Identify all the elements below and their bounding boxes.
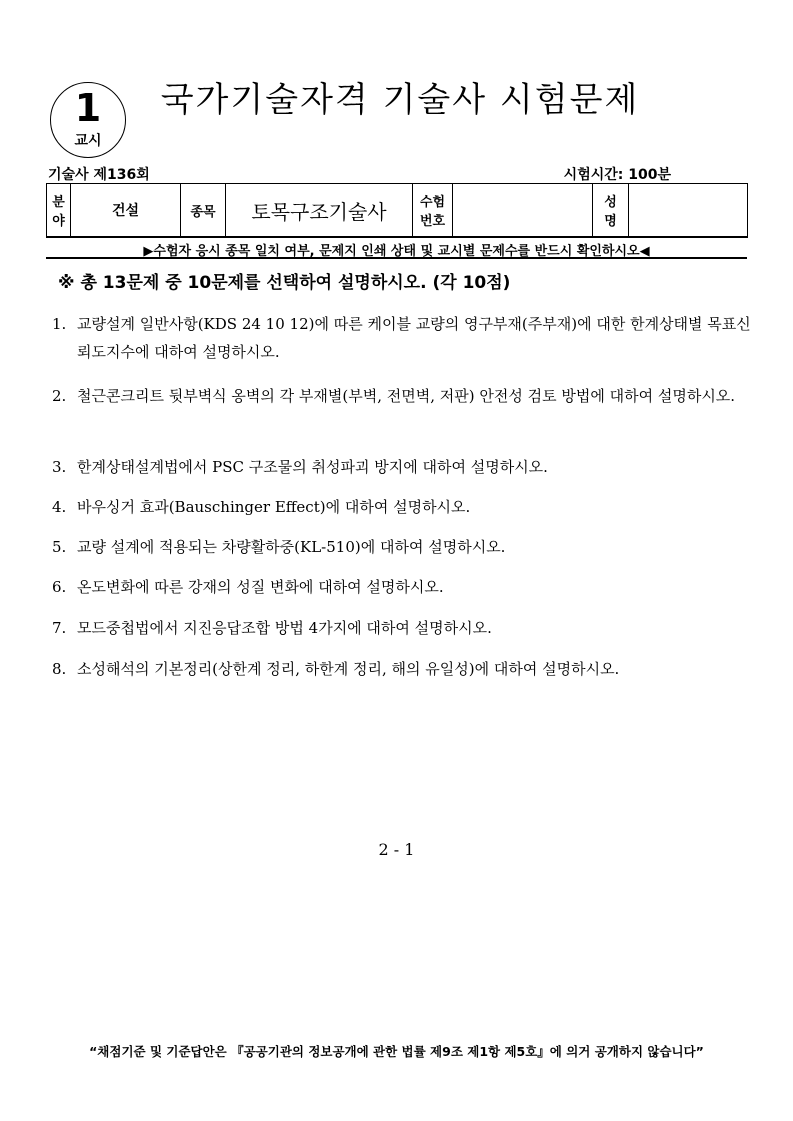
- question-text: 모드중첩법에서 지진응답조합 방법 4가지에 대하여 설명하시오.: [77, 619, 492, 637]
- exam-no-label: 수험 번호: [413, 184, 453, 238]
- question-number: 2.: [52, 387, 67, 405]
- question-text: 교량 설계에 적용되는 차량활하중(KL-510)에 대하여 설명하시오.: [77, 538, 506, 556]
- question-number: 3.: [52, 458, 67, 476]
- question-text: 소성해석의 기본정리(상한계 정리, 하한계 정리, 해의 유일성)에 대하여 설명하시오.: [77, 660, 620, 678]
- question-text: 철근콘크리트 뒷부벽식 옹벽의 각 부재별(부벽, 전면벽, 저판) 안전성 검토 방법에 대하여 설명하시오.: [77, 387, 736, 405]
- question-text: 교량설계 일반사항(KDS 24 10 12)에 따른 케이블 교량의 영구부재(주부재)에 대한 한계상태별 목표신뢰도지수에 대하여 설명하시오.: [77, 315, 751, 361]
- name-field[interactable]: [629, 184, 748, 238]
- question-text: 바우싱거 효과(Bauschinger Effect)에 대하여 설명하시오.: [77, 498, 471, 516]
- question-number: 7.: [52, 619, 67, 637]
- exam-time: 시험시간: 100분: [563, 167, 671, 183]
- question-item: [52, 573, 752, 601]
- field-label: 분 야: [47, 184, 71, 238]
- question-item: [52, 533, 752, 561]
- question-number: 8.: [52, 660, 67, 678]
- page-number: 2 - 1: [378, 840, 415, 859]
- question-text: 온도변화에 따른 강재의 성질 변화에 대하여 설명하시오.: [77, 578, 444, 596]
- name-label: 성 명: [593, 184, 629, 238]
- question-number: 5.: [52, 538, 67, 556]
- question-item: [52, 614, 752, 642]
- question-item: [52, 655, 752, 683]
- question-item: [52, 493, 752, 521]
- question-item: [52, 382, 752, 410]
- divider: [46, 257, 747, 259]
- question-item: [52, 310, 752, 366]
- exam-info-table: [46, 183, 748, 238]
- period-label: 교시: [74, 133, 102, 149]
- footer-disclaimer: “채점기준 및 기준답안은 『공공기관의 정보공개에 관한 법률 제9조 제1항 제5호』에 의거 공개하지 않습니다”: [89, 1044, 704, 1059]
- instruction-text: ※ 총 13문제 중 10문제를 선택하여 설명하시오. (각 10점): [58, 273, 511, 293]
- type-label: 종목: [181, 184, 226, 238]
- type-value: 토목구조기술사: [226, 184, 413, 238]
- page-title: 국가기술자격 기술사 시험문제: [160, 80, 640, 120]
- question-text: 한계상태설계법에서 PSC 구조물의 취성파괴 방지에 대하여 설명하시오.: [77, 458, 548, 476]
- question-item: [52, 453, 752, 481]
- period-number: 1: [74, 86, 102, 130]
- exam-no-field[interactable]: [453, 184, 593, 238]
- question-number: 6.: [52, 578, 67, 596]
- question-number: 1.: [52, 315, 67, 333]
- notice-text: ▶수험자 응시 종목 일치 여부, 문제지 인쇄 상태 및 교시별 문제수를 반드시 확인하시오◀: [143, 244, 650, 259]
- question-number: 4.: [52, 498, 67, 516]
- field-value: 건설: [71, 184, 181, 238]
- exam-round: 기술사 제136회: [48, 167, 150, 183]
